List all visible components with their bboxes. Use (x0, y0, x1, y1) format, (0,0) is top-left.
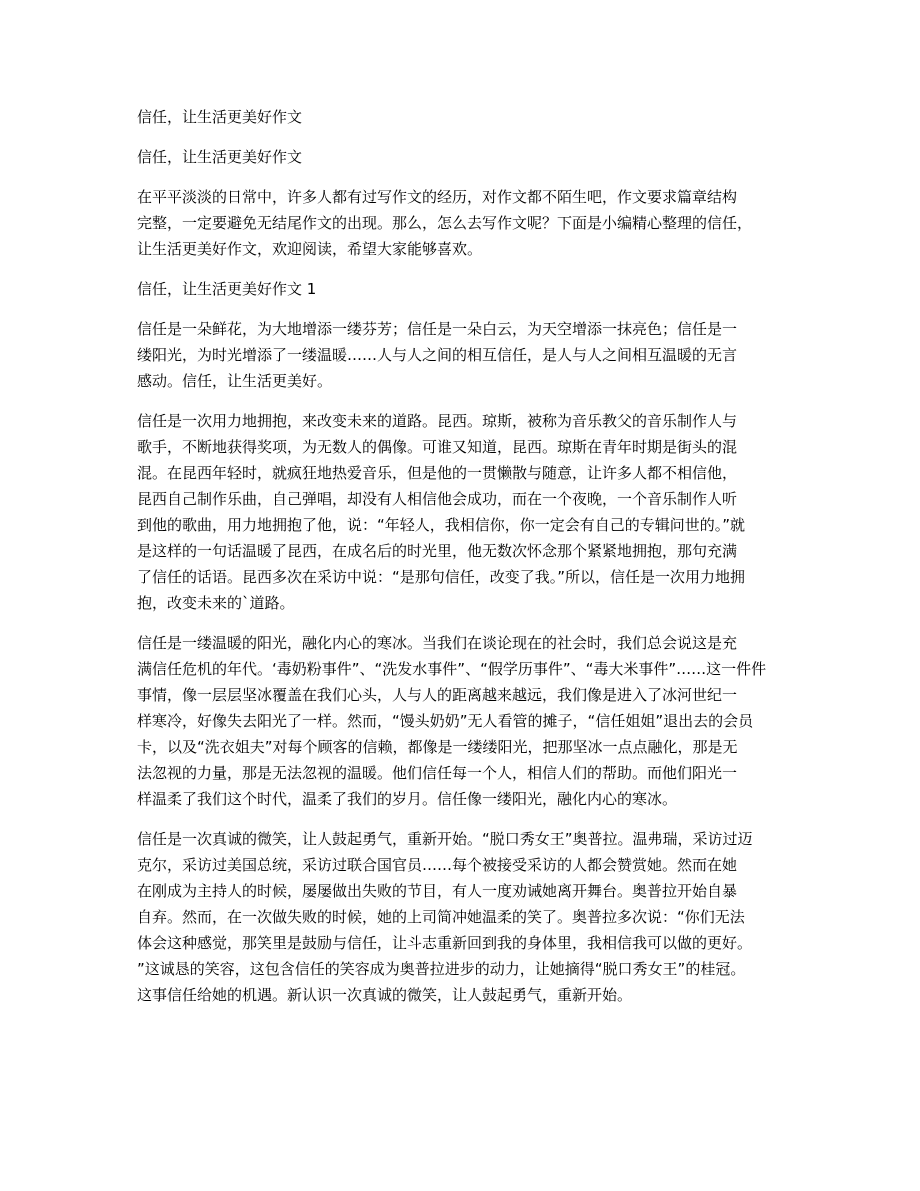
paragraph-line: 样温柔了我们这个时代，温柔了我们的岁月。信任像一缕阳光，融化内心的寒冰。 (137, 790, 678, 808)
paragraph-sunshine (137, 630, 787, 812)
paragraph-line: 信任是一缕温暖的阳光，融化内心的寒冰。当我们在谈论现在的社会时，我们总会说这是充 (137, 634, 738, 652)
paragraph-line: 法忽视的力量，那是无法忽视的温暖。他们信任每一个人，相信人们的帮助。而他们阳光一 (137, 764, 738, 782)
paragraph-line: 卡，以及“洗衣姐夫”对每个顾客的信赖，都像是一缕缕阳光，把那坚冰一点点融化，那是无 (137, 738, 738, 756)
paragraph-line: 体会这种感觉，那笑里是鼓励与信任，让斗志重新回到我的身体里，我相信我可以做的更好。 (137, 934, 753, 952)
paragraph-line: 信任是一次用力地拥抱，来改变未来的道路。昆西。琼斯，被称为音乐教父的音乐制作人与 (137, 412, 738, 430)
paragraph-line: 昆西自己制作乐曲，自己弹唱，却没有人相信他会成功，而在一个夜晚，一个音乐制作人听 (137, 490, 738, 508)
paragraph-line: ”这诚恳的笑容，这包含信任的笑容成为奥普拉进步的动力，让她摘得“脱口秀女王”的桂冠。 (137, 960, 746, 978)
paragraph-line: 事情，像一层层坚冰覆盖在我们心头，人与人的距离越来越远，我们像是进入了冰河世纪一 (137, 686, 738, 704)
document-body (137, 104, 787, 1022)
paragraph-line: 这事信任给她的机遇。新认识一次真诚的微笑，让人鼓起勇气，重新开始。 (137, 986, 633, 1004)
section-heading: 信任，让生活更美好作文 1 (137, 280, 317, 298)
intro-line: 让生活更美好作文，欢迎阅读，希望大家能够喜欢。 (137, 240, 483, 258)
paragraph-line: 感动。信任，让生活更美好。 (137, 372, 333, 390)
paragraph-line: 信任是一朵鲜花，为大地增添一缕芬芳；信任是一朵白云，为天空增添一抹亮色；信任是一 (137, 320, 738, 338)
paragraph-line: 了信任的话语。昆西多次在采访中说：“是那句信任，改变了我。”所以，信任是一次用力地拥 (137, 568, 746, 586)
paragraph-line: 在刚成为主持人的时候，屡屡做出失败的节目，有人一度劝诫她离开舞台。奥普拉开始自暴 (137, 882, 738, 900)
paragraph-flower (137, 316, 787, 394)
paragraph-line: 混。在昆西年轻时，就疯狂地热爱音乐，但是他的一贯懒散与随意，让许多人都不相信他， (137, 464, 738, 482)
paragraph-smile (137, 826, 787, 1008)
paragraph-line: 到他的歌曲，用力地拥抱了他，说：“年轻人，我相信你，你一定会有自己的专辑问世的。”就 (137, 516, 746, 534)
document-subtitle: 信任，让生活更美好作文 (137, 148, 303, 166)
paragraph-line: 自弃。然而，在一次做失败的时候，她的上司简冲她温柔的笑了。奥普拉多次说：“你们无法 (137, 908, 745, 926)
paragraph-line: 缕阳光，为时光增添了一缕温暖……人与人之间的相互信任，是人与人之间相互温暖的无言 (137, 346, 738, 364)
paragraph-line: 满信任危机的年代。‘毒奶粉事件”、“洗发水事件”、“假学历事件”、“毒大米事件”……这一件件 (137, 660, 767, 678)
paragraph-line: 样寒冷，好像失去阳光了一样。然而，“馒头奶奶”无人看管的摊子，“信任姐姐”退出去的会员 (137, 712, 754, 730)
paragraph-line: 信任是一次真诚的微笑，让人鼓起勇气，重新开始。“脱口秀女王”奥普拉。温弗瑞，采访过迈 (137, 830, 753, 848)
intro-line: 完整，一定要避免无结尾作文的出现。那么，怎么去写作文呢？下面是小编精心整理的信任， (137, 214, 753, 232)
intro-paragraph (137, 184, 787, 262)
paragraph-line: 克尔，采访过美国总统，采访过联合国官员……每个被接受采访的人都会赞赏她。然而在她 (137, 856, 738, 874)
intro-line: 在平平淡淡的日常中，许多人都有过写作文的经历，对作文都不陌生吧，作文要求篇章结构 (137, 188, 738, 206)
paragraph-line: 歌手，不断地获得奖项，为无数人的偶像。可谁又知道，昆西。琼斯在青年时期是街头的混 (137, 438, 738, 456)
paragraph-line: 抱，改变未来的`道路。 (137, 594, 295, 612)
document-title: 信任，让生活更美好作文 (137, 108, 303, 126)
paragraph-hug (137, 408, 787, 616)
paragraph-line: 是这样的一句话温暖了昆西，在成名后的时光里，他无数次怀念那个紧紧地拥抱，那句充满 (137, 542, 738, 560)
